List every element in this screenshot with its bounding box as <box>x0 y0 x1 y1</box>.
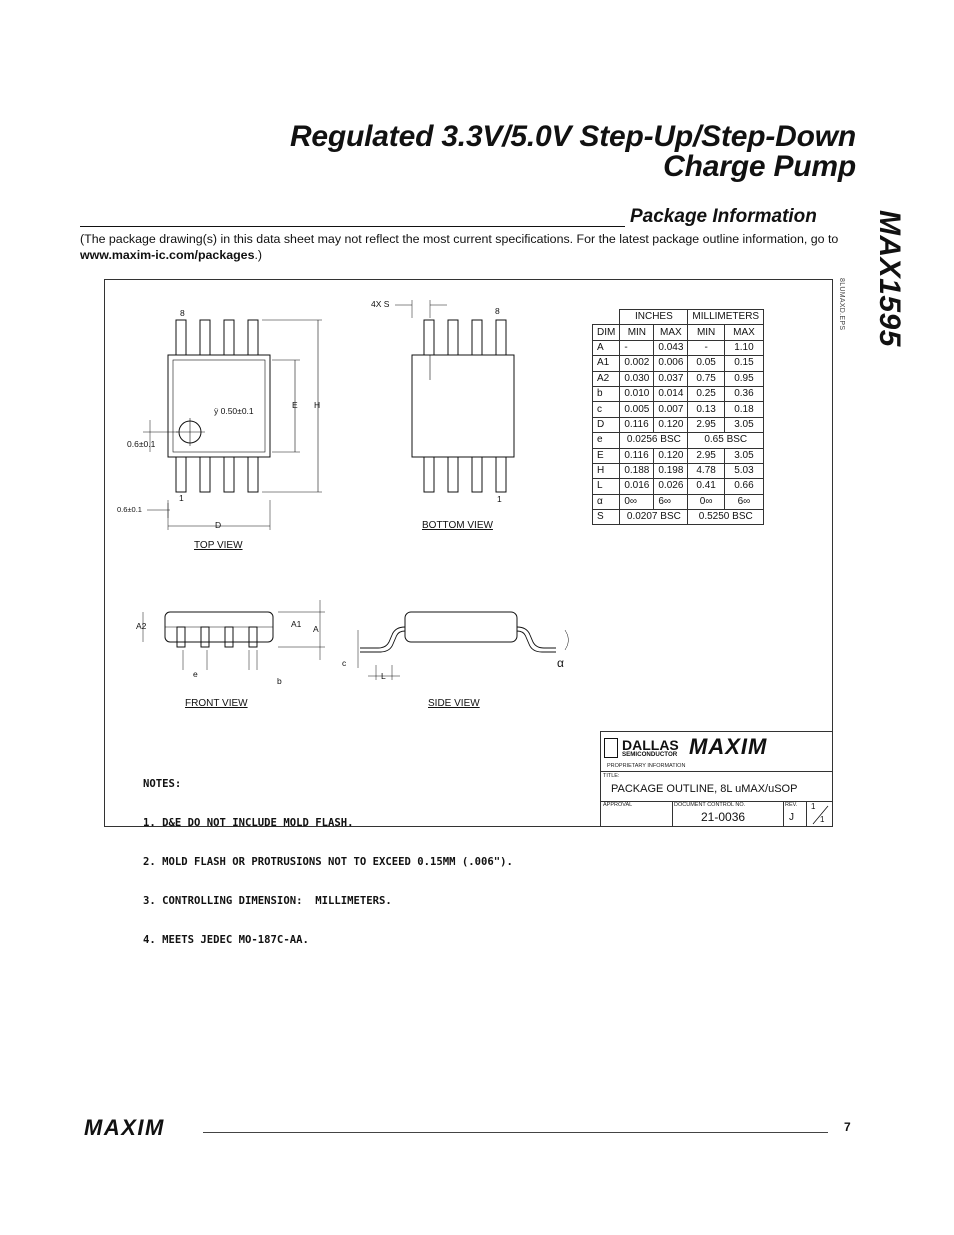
title-block <box>600 731 833 827</box>
table-cell: 0.65 BSC <box>688 433 764 448</box>
table-cell: 4.78 <box>688 463 724 478</box>
table-cell: 0.5250 BSC <box>688 510 764 525</box>
dim-H: H <box>314 400 321 410</box>
title-block-maxim-logo: MAXIM <box>689 734 768 759</box>
table-cell: 0.026 <box>654 479 688 494</box>
rev-label: REV. <box>785 802 798 808</box>
table-cell: S <box>593 510 620 525</box>
table-row <box>593 448 764 463</box>
table-cell: 0.016 <box>620 479 654 494</box>
sheet-total: 1 <box>820 815 825 824</box>
dim-alpha: α <box>557 656 564 670</box>
footer-maxim-logo: MAXIM <box>84 1115 165 1140</box>
note-item: 3. CONTROLLING DIMENSION: MILLIMETERS. <box>143 895 392 907</box>
dim-L: L <box>381 671 386 681</box>
col-dim: DIM <box>593 325 620 340</box>
table-cell: 0.25 <box>688 386 724 401</box>
table-cell: 0.66 <box>724 479 763 494</box>
table-cell: 0.15 <box>724 356 763 371</box>
table-cell: 0.116 <box>620 448 654 463</box>
table-cell: 0.05 <box>688 356 724 371</box>
table-cell: L <box>593 479 620 494</box>
dim-c: c <box>342 658 347 668</box>
table-cell: 1.10 <box>724 340 763 355</box>
proprietary-info: PROPRIETARY INFORMATION <box>607 763 686 769</box>
col-in-max: MAX <box>654 325 688 340</box>
table-row <box>593 340 764 355</box>
table-row <box>593 479 764 494</box>
semiconductor-text: SEMICONDUCTOR <box>622 751 678 758</box>
table-cell: 0.010 <box>620 386 654 401</box>
table-cell: 0.006 <box>654 356 688 371</box>
dim-D: D <box>215 520 222 530</box>
col-mm-max: MAX <box>724 325 763 340</box>
dim-A2: A2 <box>136 621 147 631</box>
section-title: Package Information <box>630 206 817 227</box>
table-cell: 0.36 <box>724 386 763 401</box>
table-col-header <box>593 325 764 340</box>
top-view-label: TOP VIEW <box>194 540 243 551</box>
dallas-text: DALLAS <box>622 737 679 753</box>
page-number: 7 <box>844 1120 851 1134</box>
sheet-number: 1 <box>811 802 816 811</box>
note-item: 1. D&E DO NOT INCLUDE MOLD FLASH. <box>143 817 354 829</box>
table-cell: 0.0207 BSC <box>620 510 688 525</box>
dim-b: b <box>277 676 282 686</box>
dim-A1: A1 <box>291 619 302 629</box>
table-cell: 0.116 <box>620 417 654 432</box>
table-row <box>593 417 764 432</box>
table-cell: b <box>593 386 620 401</box>
table-cell: 0.005 <box>620 402 654 417</box>
dallas-logo <box>604 738 688 760</box>
table-row <box>593 371 764 386</box>
intro-end: .) <box>254 248 263 262</box>
table-cell: e <box>593 433 620 448</box>
rev-value: J <box>789 812 794 823</box>
side-view-label: SIDE VIEW <box>428 698 480 709</box>
table-group-header <box>593 310 764 325</box>
pin1-label-top: 1 <box>179 493 184 503</box>
dim-e: e <box>193 669 198 679</box>
table-row <box>593 402 764 417</box>
table-cell: 3.05 <box>724 448 763 463</box>
table-cell: 0.0256 BSC <box>620 433 688 448</box>
table-cell: - <box>620 340 654 355</box>
title-label: TITLE: <box>603 773 620 779</box>
table-cell: 0.120 <box>654 448 688 463</box>
table-cell: 6∞ <box>724 494 763 509</box>
dim-E: E <box>292 400 298 410</box>
dimension-table <box>592 309 764 525</box>
notes-block <box>143 752 513 960</box>
dim-06-upper: 0.6±0.1 <box>127 439 156 449</box>
side-view-body <box>405 612 517 642</box>
note-item: 4. MEETS JEDEC MO-187C-AA. <box>143 934 309 946</box>
table-cell: 0.18 <box>724 402 763 417</box>
dim-A: A <box>313 624 319 634</box>
pin1-label-bottom: 1 <box>497 494 502 504</box>
pin8-label-bottom: 8 <box>495 306 500 316</box>
doc-number: 21-0036 <box>701 810 746 824</box>
table-cell: 0.037 <box>654 371 688 386</box>
table-cell: α <box>593 494 620 509</box>
table-cell: 6∞ <box>654 494 688 509</box>
table-cell: 0.030 <box>620 371 654 386</box>
table-cell: 0.120 <box>654 417 688 432</box>
table-cell: 0.043 <box>654 340 688 355</box>
sheet-slash <box>808 802 832 826</box>
table-cell: c <box>593 402 620 417</box>
table-cell: 0.41 <box>688 479 724 494</box>
table-cell: A <box>593 340 620 355</box>
dim-06-lower: 0.6±0.1 <box>117 505 142 514</box>
note-item: 2. MOLD FLASH OR PROTRUSIONS NOT TO EXCEED 0.15MM (.006"). <box>143 856 513 868</box>
table-row <box>593 510 764 525</box>
table-row <box>593 463 764 478</box>
table-cell: - <box>688 340 724 355</box>
package-title: PACKAGE OUTLINE, 8L uMAX/uSOP <box>611 783 798 795</box>
table-row <box>593 386 764 401</box>
side-part-number: MAX1595 <box>873 210 906 347</box>
table-row <box>593 494 764 509</box>
table-cell: 0.198 <box>654 463 688 478</box>
table-cell: 0.13 <box>688 402 724 417</box>
intro-text: (The package drawing(s) in this data sheet may not reflect the most current specifications. For the latest package outline information, go to <box>80 232 839 246</box>
col-mm-min: MIN <box>688 325 724 340</box>
table-cell: 5.03 <box>724 463 763 478</box>
table-cell: 0.014 <box>654 386 688 401</box>
table-cell: A1 <box>593 356 620 371</box>
packages-link[interactable]: www.maxim-ic.com/packages <box>80 248 255 262</box>
footer-rule <box>203 1132 828 1133</box>
table-cell: 0.002 <box>620 356 654 371</box>
table-cell: E <box>593 448 620 463</box>
table-cell: 0∞ <box>620 494 654 509</box>
table-row <box>593 433 764 448</box>
table-cell: 2.95 <box>688 448 724 463</box>
front-view-label: FRONT VIEW <box>185 698 248 709</box>
table-cell: 3.05 <box>724 417 763 432</box>
table-cell: D <box>593 417 620 432</box>
pin8-label-top: 8 <box>180 308 185 318</box>
millimeters-header: MILLIMETERS <box>688 310 764 325</box>
dot-dimension: ÿ 0.50±0.1 <box>214 406 254 416</box>
dallas-mark-icon <box>604 738 618 758</box>
table-cell: 0.95 <box>724 371 763 386</box>
table-cell: H <box>593 463 620 478</box>
table-cell: 0.007 <box>654 402 688 417</box>
col-in-min: MIN <box>620 325 654 340</box>
title-line-1: Regulated 3.3V/5.0V Step-Up/Step-Down <box>289 120 856 153</box>
table-cell: A2 <box>593 371 620 386</box>
title-line-2: Charge Pump <box>663 150 856 183</box>
table-cell: 0∞ <box>688 494 724 509</box>
eps-filename: 8LUMAXD.EPS <box>838 278 845 331</box>
bottom-view-body <box>412 355 514 457</box>
doc-control-label: DOCUMENT CONTROL NO. <box>674 802 746 808</box>
inches-header: INCHES <box>620 310 688 325</box>
dimension-rows <box>593 340 764 525</box>
table-cell: 0.75 <box>688 371 724 386</box>
notes-heading: NOTES: <box>143 778 182 790</box>
bottom-view-label: BOTTOM VIEW <box>422 520 493 531</box>
table-cell: 0.188 <box>620 463 654 478</box>
dim-4xs: 4X S <box>371 299 390 309</box>
approval-label: APPROVAL <box>603 802 633 808</box>
table-cell: 2.95 <box>688 417 724 432</box>
table-row <box>593 356 764 371</box>
